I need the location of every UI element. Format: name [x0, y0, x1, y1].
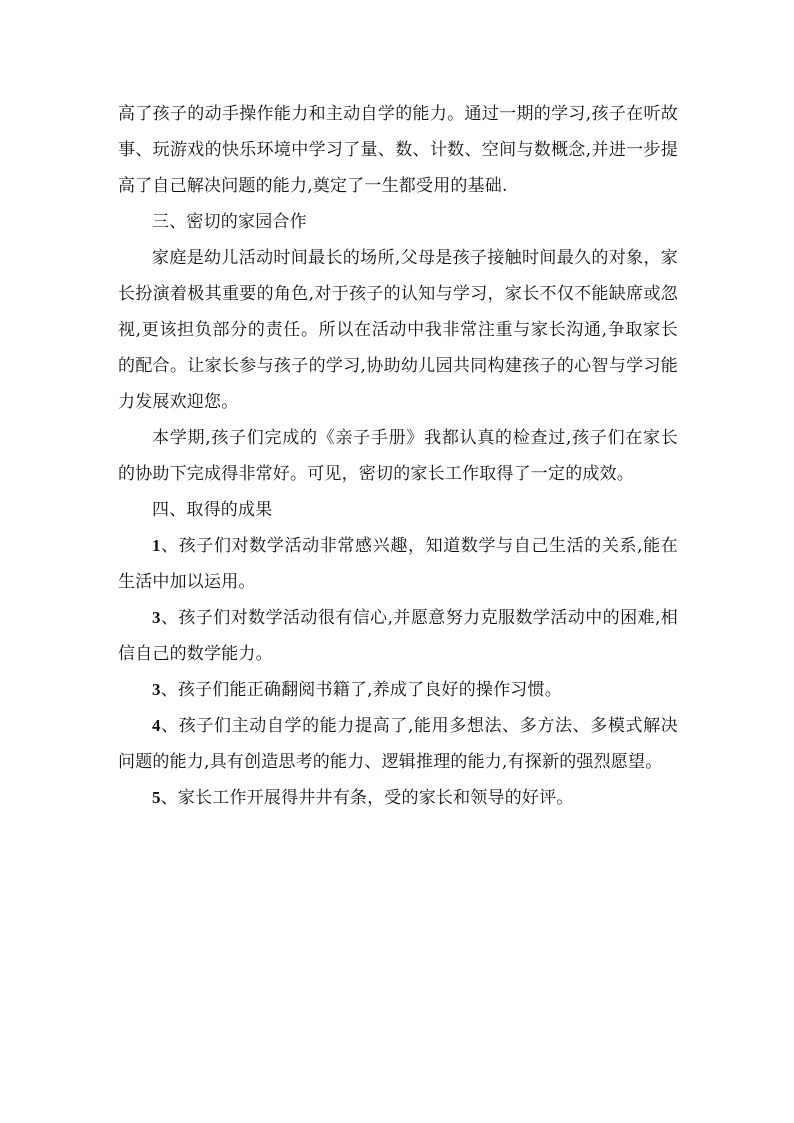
section-heading-4: 四、取得的成果	[152, 500, 273, 520]
list-item-number: 3	[152, 608, 161, 627]
list-item	[118, 780, 678, 816]
list-item	[118, 708, 678, 780]
list-item	[118, 672, 678, 708]
section-heading-3: 三、密切的家园合作	[152, 212, 307, 232]
list-item-number: 5	[152, 788, 161, 807]
list-item-number: 3	[152, 680, 161, 699]
list-item-number: 1	[152, 536, 161, 555]
paragraph-home-school: 家庭是幼儿活动时间最长的场所,父母是孩子接触时间最久的对象，家长扮演着极其重要的角色,对于孩子的认知与学习，家长不仅不能缺席或忽视,更该担负部分的责任。所以在活动中我非常注重与家长沟通,争取家长的配合。让家长参与孩子的学习,协助幼儿园共同构建孩子的心智与学习能力发展欢迎您。	[118, 248, 678, 412]
document-body	[118, 96, 678, 816]
paragraph-parent-handbook: 本学期,孩子们完成的《亲子手册》我都认真的检查过,孩子们在家长的协助下完成得非常好。可见，密切的家长工作取得了一定的成效。	[118, 428, 678, 484]
list-item-text: 、孩子们对数学活动很有信心,并愿意努力克服数学活动中的困难,相信自己的数学能力。	[118, 608, 678, 664]
list-item-text: 、孩子们对数学活动非常感兴趣，知道数学与自己生活的关系,能在生活中加以运用。	[118, 536, 678, 592]
list-item-text: 、家长工作开展得井井有条，受的家长和领导的好评。	[160, 788, 574, 808]
list-item-text: 、孩子们主动自学的能力提高了,能用多想法、多方法、多模式解决问题的能力,具有创造思考的能力、逻辑推理的能力,有探新的强烈愿望。	[118, 716, 678, 772]
list-item	[118, 600, 678, 672]
list-item-number: 4	[152, 716, 161, 735]
list-item	[118, 528, 678, 600]
paragraph-continuation: 高了孩子的动手操作能力和主动自学的能力。通过一期的学习,孩子在听故事、玩游戏的快乐环境中学习了量、数、计数、空间与数概念,并进一步提高了自己解决问题的能力,奠定了一生都受用的基础.	[118, 104, 678, 196]
list-item-text: 、孩子们能正确翻阅书籍了,养成了良好的操作习惯。	[160, 680, 562, 700]
